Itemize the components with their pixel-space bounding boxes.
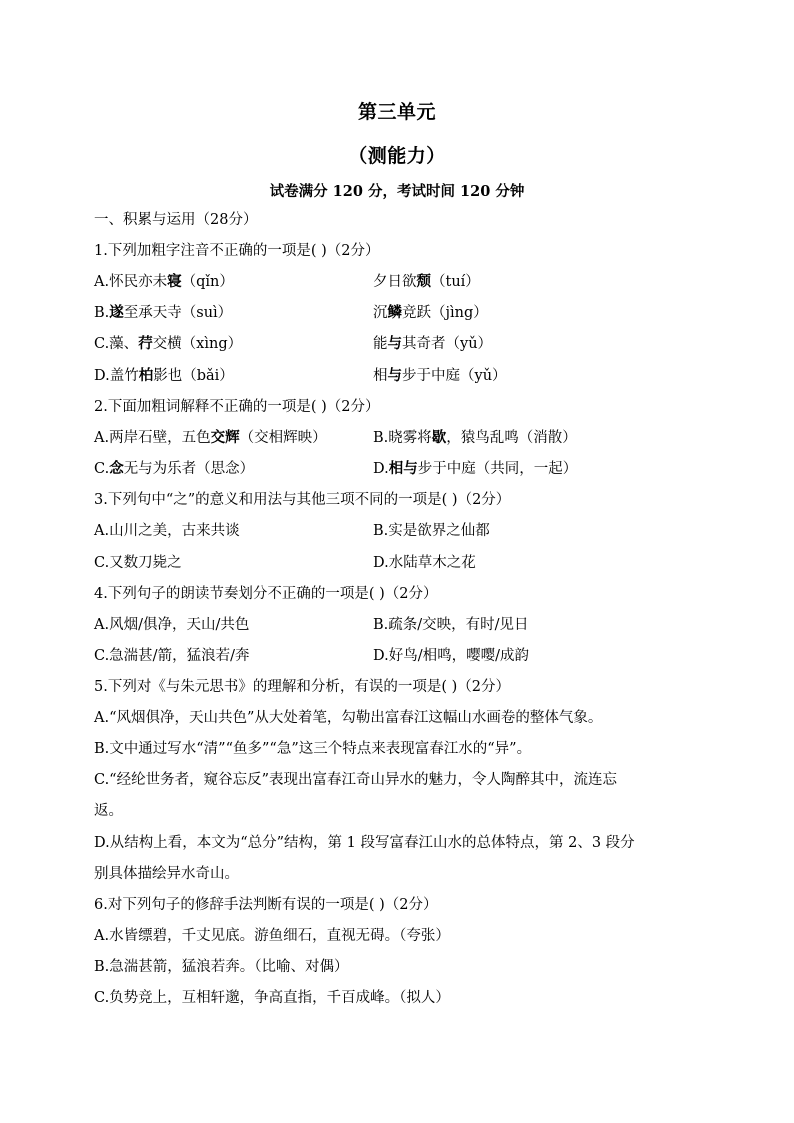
q1-a2-bold: 颓 — [416, 273, 431, 290]
q2-a-right: （交相辉映） — [239, 430, 327, 446]
q1-c-left: C.藻、 — [94, 336, 139, 352]
q1-b-right: 至承天寺（suì） — [123, 305, 233, 321]
q2-option-b — [373, 428, 577, 448]
question-4-stem: 4.下列句子的朗读节奏划分不正确的一项是( )（2分） — [94, 586, 438, 602]
q1-b2-left: 沉 — [373, 305, 388, 321]
question-1-stem: 1.下列加粗字注音不正确的一项是( )（2分） — [94, 243, 380, 259]
q2-option-a — [94, 428, 327, 448]
q3-option-d: D.水陆草木之花 — [373, 555, 476, 571]
q5-option-a: A.“风烟俱净，天山共色”从大处着笔，勾勒出富春江这幅山水画卷的整体气象。 — [94, 710, 603, 726]
q1-a2-right: （tuí） — [431, 274, 480, 290]
q2-b-left: B.晓雾将 — [373, 430, 432, 446]
q2-c-right: 无与为乐者（思念） — [123, 461, 255, 477]
q1-d2-bold: 与 — [387, 367, 402, 384]
question-5-stem: 5.下列对《与朱元思书》的理解和分析，有误的一项是( )（2分） — [94, 679, 510, 695]
q5-option-d-line1: D.从结构上看，本文为“总分”结构，第 1 段写富春江山水的总体特点，第 2、3 段分 — [94, 835, 635, 851]
q6-option-c: C.负势竞上，互相轩邈，争高直指，千百成峰。（拟人） — [94, 990, 450, 1006]
q1-a-right: （qǐn） — [181, 274, 234, 290]
q4-option-b: B.疏条/交映，有时/见日 — [373, 617, 529, 633]
q1-option-a2 — [373, 272, 480, 292]
q2-b-right: ，猿鸟乱鸣（消散） — [446, 430, 577, 446]
q1-c2-right: 其奇者（yǔ） — [402, 336, 493, 352]
q1-option-d — [94, 366, 234, 386]
question-6-stem: 6.对下列句子的修辞手法判断有误的一项是( )（2分） — [94, 897, 438, 913]
q1-d-left: D.盖竹 — [94, 368, 139, 384]
q3-option-c: C.又数刀毙之 — [94, 555, 182, 571]
q1-option-b — [94, 303, 232, 323]
q2-b-bold: 歇 — [431, 429, 447, 446]
page-subtitle: （测能力） — [348, 145, 446, 167]
q5-option-d-line2: 别具体描绘异水奇山。 — [94, 866, 239, 882]
q6-option-a: A.水皆缥碧，千丈见底。游鱼细石，直视无碍。（夸张） — [94, 928, 450, 944]
q1-c-bold: 荇 — [138, 335, 153, 352]
q2-c-left: C. — [94, 461, 110, 477]
q1-b2-right: 竞跃（jìng） — [402, 305, 488, 321]
q1-a-left: A.怀民亦未 — [94, 274, 168, 290]
question-2-stem: 2.下面加粗词解释不正确的一项是( )（2分） — [94, 399, 380, 415]
q4-option-d: D.好鸟/相鸣，嘤嘤/成韵 — [373, 648, 529, 664]
q4-option-c: C.急湍甚/箭，猛浪若/奔 — [94, 648, 250, 664]
q1-c-right: 交横（xìng） — [152, 336, 243, 352]
q1-d2-left: 相 — [373, 368, 388, 384]
q2-a-bold: 交辉 — [210, 429, 240, 446]
exam-info: 试卷满分 120 分，考试时间 120 分钟 — [269, 183, 525, 200]
q1-option-a — [94, 272, 234, 292]
q1-b-bold: 遂 — [109, 304, 124, 321]
q1-c2-bold: 与 — [387, 335, 402, 352]
q5-option-b: B.文中通过写水“清”“鱼多”“急”这三个特点来表现富春江水的“异”。 — [94, 741, 532, 757]
q1-option-b2 — [373, 303, 488, 323]
q2-option-d — [373, 459, 577, 479]
section-heading: 一、积累与运用（28分） — [94, 212, 258, 228]
q1-option-c2 — [373, 334, 492, 354]
q5-option-c-line2: 返。 — [94, 803, 123, 819]
q1-a-bold: 寝 — [167, 273, 182, 290]
page-title: 第三单元 — [357, 101, 436, 123]
q4-option-a: A.风烟/俱净，天山/共色 — [94, 617, 250, 633]
q2-d-right: 步于中庭（共同，一起） — [417, 461, 578, 477]
q3-option-a: A.山川之美，古来共谈 — [94, 523, 240, 539]
q1-b2-bold: 鳞 — [387, 304, 402, 321]
q1-d-right: 影也（bǎi） — [153, 368, 234, 384]
question-3-stem: 3.下列句中“之”的意义和用法与其他三项不同的一项是( )（2分） — [94, 492, 511, 508]
q1-b-left: B. — [94, 305, 110, 321]
q2-d-left: D. — [373, 461, 389, 477]
q1-d-bold: 柏 — [138, 367, 154, 384]
q1-a2-left: 夕日欲 — [373, 274, 417, 290]
q3-option-b: B.实是欲界之仙都 — [373, 523, 490, 539]
q1-c2-left: 能 — [373, 336, 388, 352]
q1-option-c — [94, 334, 242, 354]
q5-option-c-line1: C.“经纶世务者，窥谷忘反”表现出富春江奇山异水的魅力，令人陶醉其中，流连忘 — [94, 772, 618, 788]
q2-a-left: A.两岸石壁，五色 — [94, 430, 211, 446]
q2-c-bold: 念 — [109, 460, 124, 477]
q6-option-b: B.急湍甚箭，猛浪若奔。（比喻、对偶） — [94, 959, 349, 975]
q2-d-bold: 相与 — [388, 460, 418, 477]
q1-d2-right: 步于中庭（yǔ） — [402, 368, 507, 384]
q1-option-d2 — [373, 366, 507, 386]
q2-option-c — [94, 459, 254, 479]
